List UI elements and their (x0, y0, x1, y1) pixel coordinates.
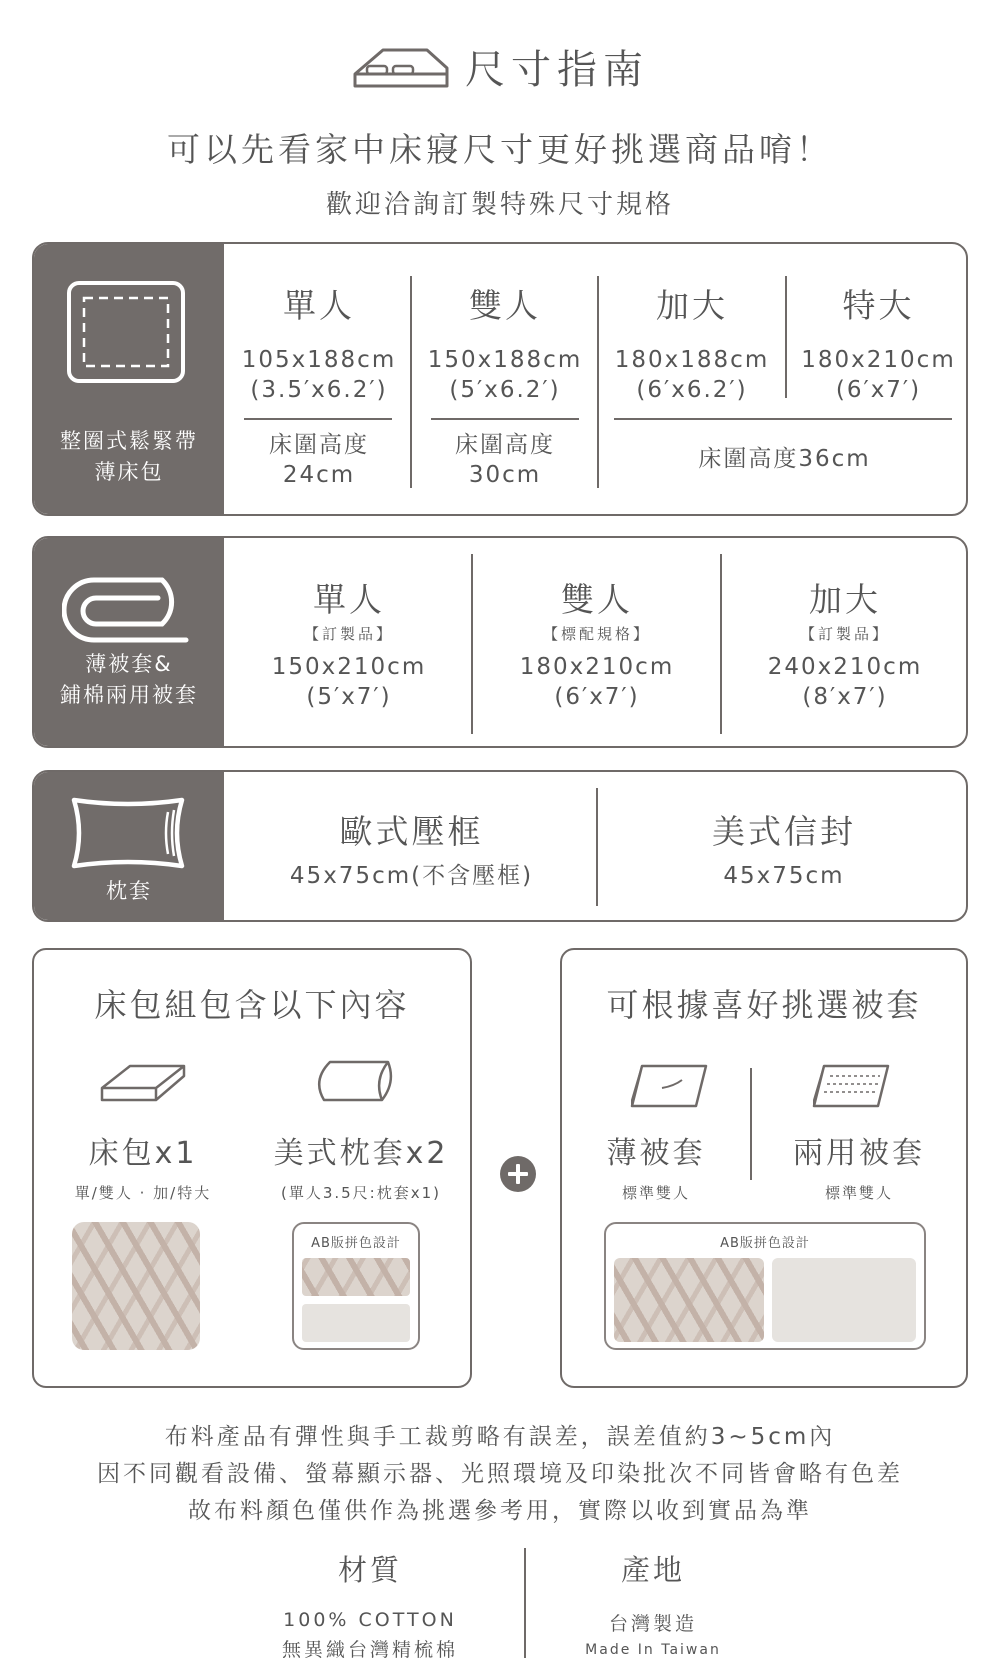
pillow-label: 枕套 (106, 879, 152, 903)
plus-circle-icon (499, 1155, 537, 1193)
size-ft: (3.5′x6.2′) (250, 377, 388, 403)
set-item-name: 美式枕套x2 (273, 1136, 449, 1171)
pillowcase-swatch (292, 1222, 420, 1350)
duvet-label: 薄被套& (85, 652, 173, 676)
pillow-card (32, 770, 968, 922)
pillow-dim: 45x75cm(不含壓框) (289, 863, 534, 889)
duvet-label-2: 鋪棉兩用被套 (60, 683, 198, 707)
duvet-item-sub: 標準雙人 (621, 1184, 690, 1202)
size-tag: 【標配規格】 (542, 625, 651, 643)
duvet-item-name: 薄被套 (606, 1136, 706, 1171)
size-dim: 180x188cm (614, 347, 770, 373)
height-value: 30cm (468, 462, 542, 488)
height-large: 床圍高度36cm (698, 446, 871, 472)
quilt-duvet-icon (810, 1062, 892, 1110)
size-dim: 150x210cm (271, 654, 427, 680)
set-box-title: 床包組包含以下內容 (94, 986, 410, 1024)
size-tag: 【訂製品】 (799, 625, 890, 643)
duvet-double (473, 574, 721, 712)
set-item-name: 床包x1 (88, 1136, 198, 1171)
swatch-b (302, 1304, 410, 1342)
origin-section (528, 1548, 778, 1658)
size-dim: 240x210cm (767, 654, 923, 680)
swatch-label: AB版拼色設計 (720, 1236, 810, 1251)
size-ft: (5′x7′) (306, 684, 392, 710)
fitted-sheet-sidebar (34, 244, 224, 514)
folded-duvet-icon (62, 576, 190, 646)
swatch-a (614, 1258, 764, 1342)
pillow-name: 美式信封 (712, 812, 856, 851)
size-name: 加大 (809, 580, 881, 619)
pillow-american (598, 806, 968, 891)
size-queen (599, 280, 785, 405)
divider (524, 1548, 526, 1658)
material-section (220, 1548, 520, 1662)
set-item-sub: (單人3.5尺:枕套x1) (280, 1184, 442, 1202)
duvet-card (32, 536, 968, 748)
size-name: 單人 (283, 286, 355, 325)
size-single (226, 280, 412, 405)
origin-line1: 台灣製造 (608, 1613, 697, 1635)
duvet-item-sub: 標準雙人 (824, 1184, 893, 1202)
swatch-b (772, 1258, 916, 1342)
duvet-single (226, 574, 472, 712)
material-heading: 材質 (337, 1553, 402, 1587)
size-dim: 150x188cm (427, 347, 583, 373)
fitted-sheet-swatch (72, 1222, 200, 1350)
fitted-sheet-icon (66, 280, 186, 384)
set-item-sub: 單/雙人 · 加/特大 (74, 1184, 212, 1202)
pillow-sidebar (34, 772, 224, 920)
size-tag: 【訂製品】 (303, 625, 394, 643)
note-line: 布料產品有彈性與手工裁剪略有誤差，誤差值約3~5cm內 (164, 1424, 836, 1450)
height-label: 床圍高度 (455, 432, 555, 458)
size-king (787, 280, 968, 405)
height-double (412, 430, 598, 490)
material-line2: 無異織台灣精梳棉 (281, 1639, 458, 1661)
size-ft: (5′x6.2′) (449, 377, 561, 403)
size-ft: (6′x7′) (554, 684, 640, 710)
pillow-icon (64, 792, 192, 874)
fitted-sheet-outline-icon (98, 1060, 188, 1106)
duvet-box-title: 可根據喜好挑選被套 (606, 986, 922, 1024)
divider (614, 418, 952, 420)
size-ft: (8′x7′) (802, 684, 888, 710)
fitted-sheet-label-2: 薄床包 (94, 460, 164, 484)
height-label: 床圍高度 (269, 432, 369, 458)
height-value: 24cm (282, 462, 356, 488)
note-line: 故布料顏色僅供作為挑選參考用，實際以收到實品為準 (188, 1498, 812, 1524)
divider (431, 418, 579, 420)
size-name: 特大 (842, 286, 915, 325)
swatch-label: AB版拼色設計 (311, 1236, 401, 1251)
duvet-queen (722, 574, 968, 712)
size-ft: (6′x6.2′) (636, 377, 748, 403)
size-name: 雙人 (561, 580, 633, 619)
size-name: 雙人 (469, 286, 541, 325)
duvet-sidebar (34, 538, 224, 746)
material-line1: 100% COTTON (283, 1609, 457, 1631)
divider (244, 418, 392, 420)
pillow-dim: 45x75cm (723, 863, 845, 889)
subtitle-2: 歡迎洽詢訂製特殊尺寸規格 (325, 190, 674, 220)
swatch-a (302, 1258, 410, 1296)
origin-line2: Made In Taiwan (585, 1642, 721, 1658)
pillow-name: 歐式壓框 (339, 812, 484, 851)
thin-duvet-icon (628, 1062, 710, 1110)
size-dim: 105x188cm (241, 347, 397, 373)
pillow-euro (226, 806, 597, 891)
duvet-item-name: 兩用被套 (793, 1136, 925, 1171)
subtitle: 可以先看家中床寢尺寸更好挑選商品唷！ (167, 130, 833, 169)
size-ft: (6′x7′) (835, 377, 922, 403)
fitted-sheet-label: 整圈式鬆緊帶 (60, 429, 198, 453)
duvet-swatch (604, 1222, 926, 1350)
pillowcase-outline-icon (310, 1058, 400, 1104)
size-double (412, 280, 598, 405)
duvet-choice-box (560, 948, 968, 1388)
height-single (226, 430, 412, 490)
fitted-sheet-card (32, 242, 968, 516)
origin-heading: 產地 (620, 1553, 685, 1587)
page-title-text: 尺寸指南 (465, 47, 649, 93)
size-dim: 180x210cm (519, 654, 675, 680)
note-line: 因不同觀看設備、螢幕顯示器、光照環境及印染批次不同皆會略有色差 (97, 1461, 903, 1487)
size-name: 加大 (656, 286, 728, 325)
page-title (0, 38, 1000, 95)
size-name: 單人 (313, 580, 385, 619)
set-contents-box (32, 948, 472, 1388)
size-dim: 180x210cm (801, 347, 956, 373)
bed-icon (351, 44, 451, 90)
